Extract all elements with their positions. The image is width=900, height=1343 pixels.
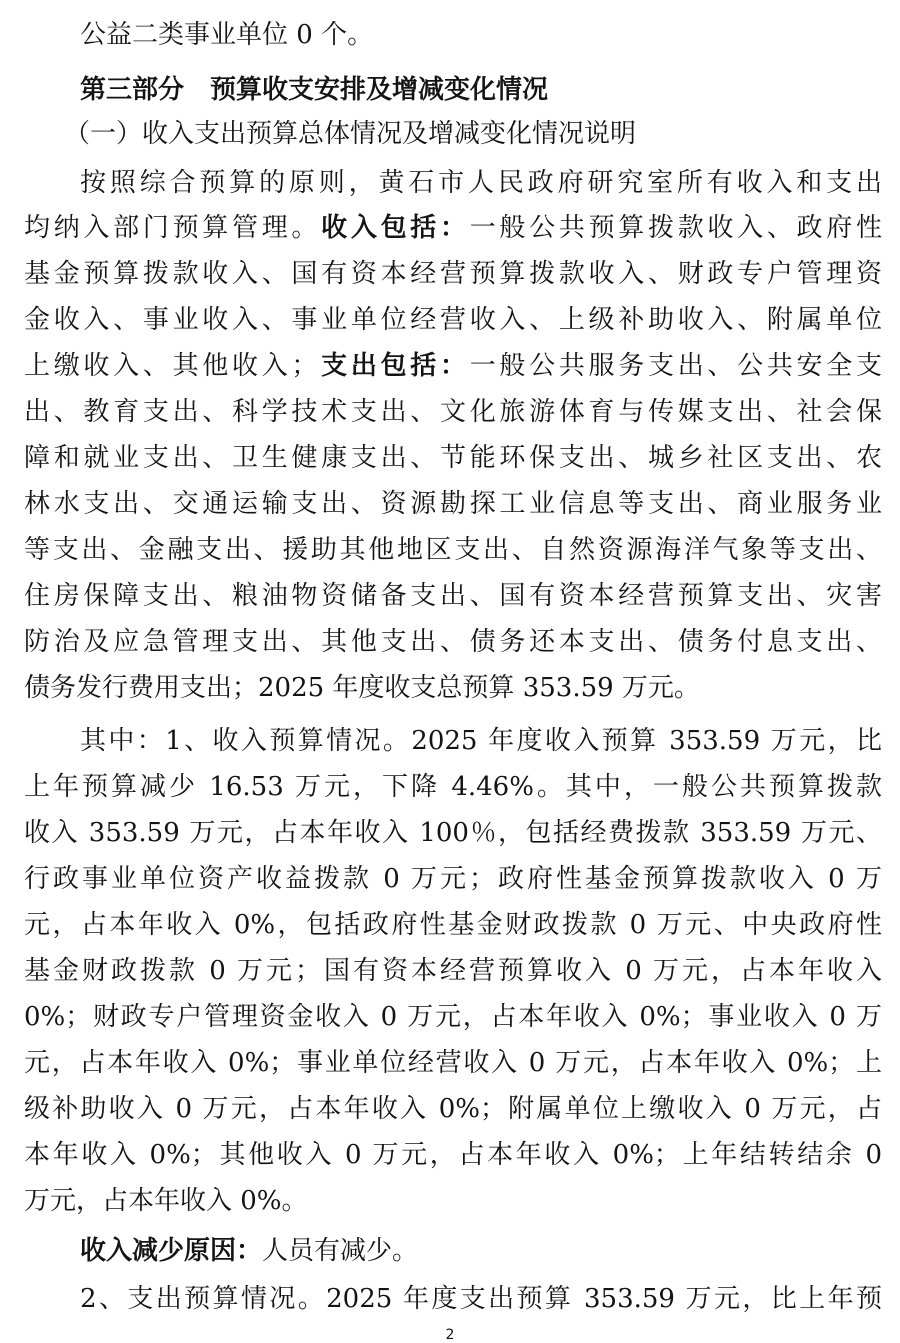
text-line: 金收入、事业收入、事业单位经营收入、上级补助收入、附属单位 <box>24 305 882 335</box>
text-line: 元，占本年收入 0%，包括政府性基金财政拨款 0 万元、中央政府性 <box>24 910 882 940</box>
text-line: 收入 353.59 万元，占本年收入 100％，包括经费拨款 353.59 万元、 <box>24 818 882 848</box>
text-line: 障和就业支出、卫生健康支出、节能环保支出、城乡社区支出、农 <box>24 443 882 473</box>
text-line: 0%；财政专户管理资金收入 0 万元，占本年收入 0%；事业收入 0 万 <box>24 1002 882 1032</box>
text-line: 本年收入 0%；其他收入 0 万元，占本年收入 0%；上年结转结余 0 <box>24 1140 882 1170</box>
income-label: 收入包括： <box>321 213 470 243</box>
text-segment: 一般公共服务支出、公共安全支 <box>469 351 882 381</box>
text-segment: 均纳入部门预算管理。 <box>24 213 322 243</box>
text-line: 万元，占本年收入 0%。 <box>24 1186 308 1216</box>
text-line: 级补助收入 0 万元，占本年收入 0%；附属单位上缴收入 0 万元，占 <box>24 1094 882 1124</box>
text-line: 等支出、金融支出、援助其他地区支出、自然资源海洋气象等支出、 <box>24 535 882 565</box>
page-number: 2 <box>445 1327 455 1343</box>
expenditure-label: 支出包括： <box>317 351 470 381</box>
text-line: 公益二类事业单位 0 个。 <box>80 20 374 50</box>
text-line: 出、教育支出、科学技术支出、文化旅游体育与传媒支出、社会保 <box>24 397 882 427</box>
section-title: 第三部分 预算收支安排及增减变化情况 <box>80 75 549 105</box>
text-line: 2、支出预算情况。2025 年度支出预算 353.59 万元，比上年预 <box>80 1284 882 1314</box>
text-line: 其中：1、收入预算情况。2025 年度收入预算 353.59 万元，比 <box>80 726 882 756</box>
text-line: 元，占本年收入 0%；事业单位经营收入 0 万元，占本年收入 0%；上 <box>24 1048 882 1078</box>
text-line: 债务发行费用支出；2025 年度收支总预算 353.59 万元。 <box>24 673 700 703</box>
text-line: 按照综合预算的原则，黄石市人民政府研究室所有收入和支出 <box>80 168 882 198</box>
text-line: 基金预算拨款收入、国有资本经营预算拨款收入、财政专户管理资 <box>24 259 882 289</box>
text-line: 基金财政拨款 0 万元；国有资本经营预算收入 0 万元，占本年收入 <box>24 956 882 986</box>
reduction-text: 人员有减少。 <box>262 1236 419 1266</box>
subsection-title: （一）收入支出预算总体情况及增减变化情况说明 <box>64 119 637 149</box>
text-line: 林水支出、交通运输支出、资源勘探工业信息等支出、商业服务业 <box>24 489 882 519</box>
reduction-label: 收入减少原因： <box>80 1236 263 1266</box>
text-segment: 上缴收入、其他收入； <box>24 351 318 381</box>
text-line: 行政事业单位资产收益拨款 0 万元；政府性基金预算拨款收入 0 万 <box>24 864 882 894</box>
text-line <box>80 1228 882 1274</box>
text-line <box>24 205 882 251</box>
text-line: 上年预算减少 16.53 万元，下降 4.46%。其中，一般公共预算拨款 <box>24 772 882 802</box>
text-segment: 一般公共预算拨款收入、政府性 <box>469 213 882 243</box>
text-line: 住房保障支出、粮油物资储备支出、国有资本经营预算支出、灾害 <box>24 581 882 611</box>
text-line <box>24 343 882 389</box>
text-line: 防治及应急管理支出、其他支出、债务还本支出、债务付息支出、 <box>24 627 882 657</box>
